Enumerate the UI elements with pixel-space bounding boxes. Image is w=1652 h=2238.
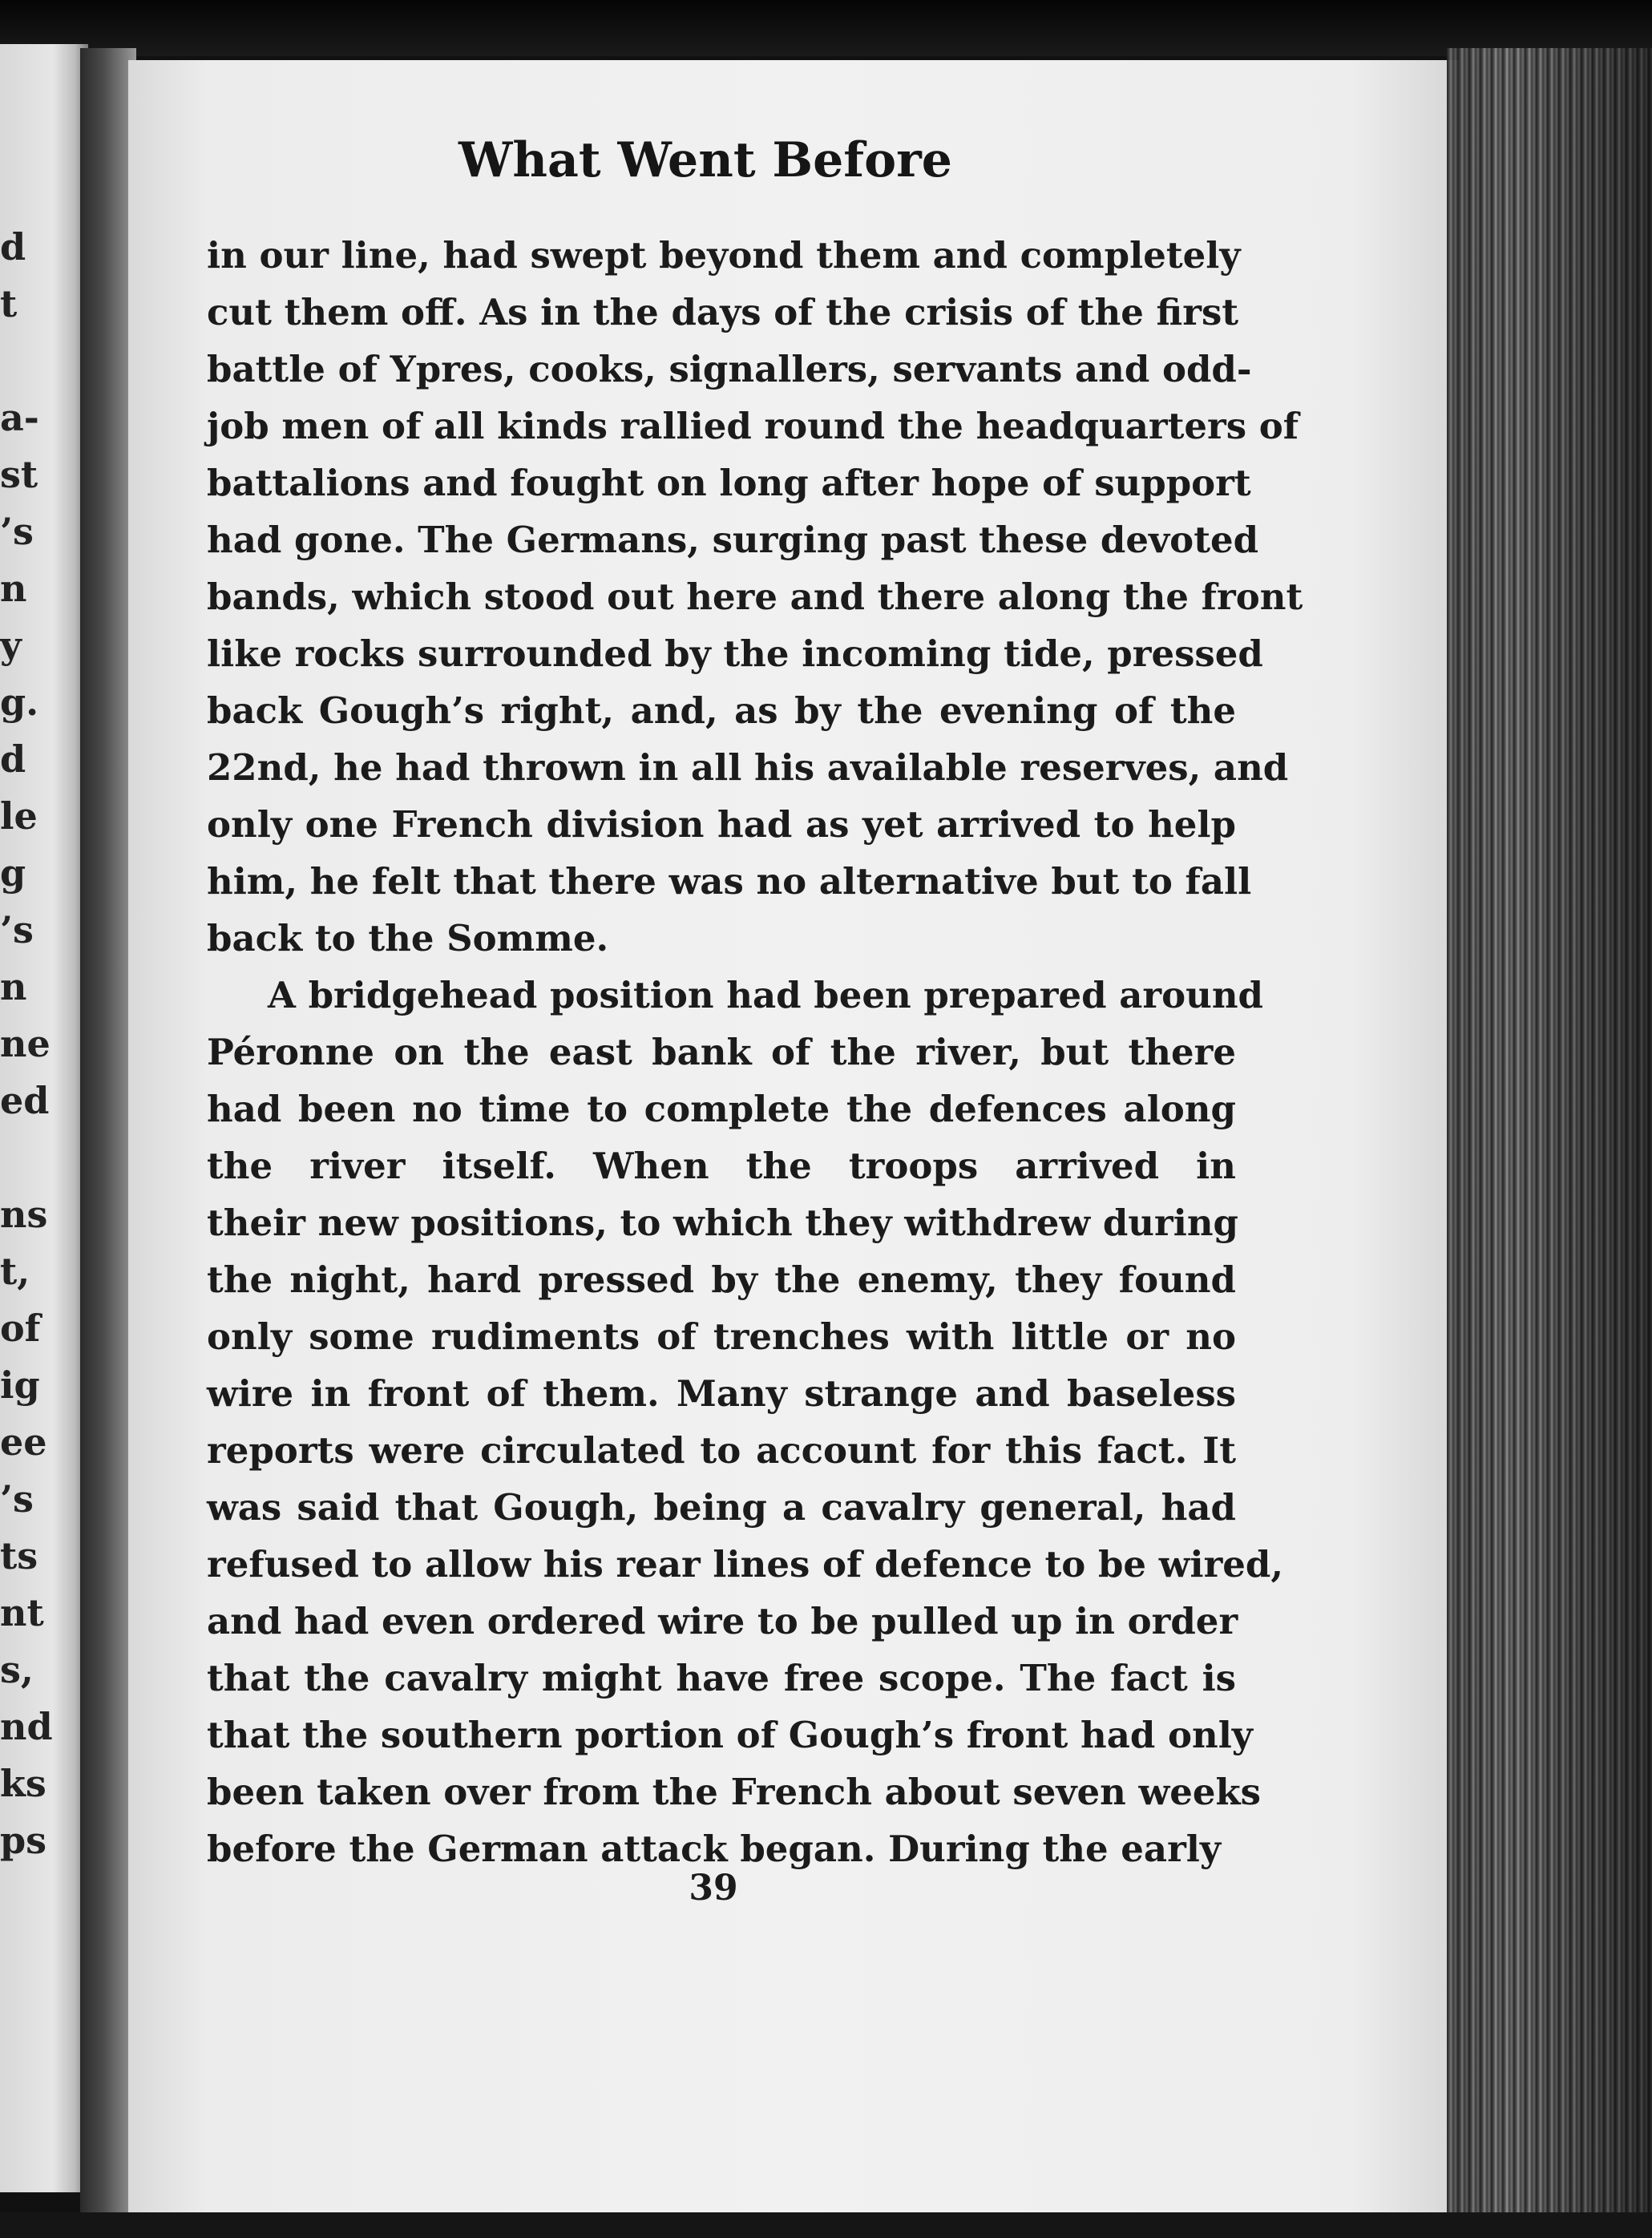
text-line: refused to allow his rear lines of defence to be wired, — [207, 1543, 1284, 1586]
text-line: in our line, had swept beyond them and completely — [207, 234, 1241, 277]
facing-page-fragment: of — [0, 1307, 41, 1350]
running-head: What Went Before — [458, 132, 952, 188]
text-line: had been no time to complete the defences along — [207, 1088, 1236, 1130]
page-body-text — [207, 227, 1303, 1877]
text-line: that the cavalry might have free scope. The fact is — [207, 1657, 1236, 1699]
text-line: cut them off. As in the days of the crisis of the first — [207, 291, 1239, 333]
facing-page-fragment: le — [0, 794, 38, 838]
text-line: battle of Ypres, cooks, signallers, servants and odd- — [207, 348, 1252, 390]
page-edge-shadow — [1447, 48, 1652, 2238]
text-line: him, he felt that there was no alternative but to fall — [207, 860, 1252, 903]
facing-page-fragment: t, — [0, 1250, 30, 1293]
facing-page-fragment: g. — [0, 681, 39, 724]
facing-page-fragment: ig — [0, 1363, 40, 1407]
text-line: like rocks surrounded by the incoming tide, pressed — [207, 632, 1263, 675]
text-line: the river itself. When the troops arrived in — [207, 1145, 1236, 1187]
text-line: that the southern portion of Gough’s front had only — [207, 1714, 1253, 1756]
text-line: reports were circulated to account for this fact. It — [207, 1429, 1236, 1472]
facing-page-fragment: ns — [0, 1193, 48, 1236]
facing-page-edge — [0, 44, 88, 2192]
facing-page-fragment: ’s — [0, 1477, 34, 1521]
text-line: battalions and fought on long after hope of support — [207, 462, 1251, 504]
facing-page-fragment: nd — [0, 1705, 53, 1748]
facing-page-fragment: ’s — [0, 510, 34, 553]
facing-page-fragment: st — [0, 453, 38, 496]
text-line: had gone. The Germans, surging past these devoted — [207, 519, 1259, 561]
facing-page-fragment: ts — [0, 1534, 38, 1578]
facing-page-fragment: d — [0, 737, 26, 781]
facing-page-fragment: ne — [0, 1022, 50, 1065]
text-line: back to the Somme. — [207, 917, 609, 959]
top-shadow-band — [0, 0, 1652, 56]
bottom-shadow-band — [0, 2212, 1652, 2238]
facing-page-fragment: ed — [0, 1079, 50, 1122]
facing-page-fragment: nt — [0, 1591, 44, 1634]
text-line: A bridgehead position had been prepared around — [268, 974, 1264, 1016]
text-line: wire in front of them. Many strange and baseless — [207, 1372, 1236, 1415]
facing-page-fragment: a- — [0, 396, 39, 439]
text-line: only some rudiments of trenches with little or no — [207, 1315, 1236, 1358]
facing-page-fragment: ’s — [0, 908, 34, 951]
facing-page-fragment: ee — [0, 1420, 47, 1464]
text-line: bands, which stood out here and there along the front — [207, 576, 1303, 618]
facing-page-fragment: s, — [0, 1648, 34, 1691]
facing-page-fragment: ps — [0, 1819, 47, 1862]
facing-page-fragment: d — [0, 225, 26, 269]
facing-page-fragment: n — [0, 567, 27, 610]
facing-page-fragment: y — [0, 624, 22, 667]
text-line: the night, hard pressed by the enemy, they found — [207, 1258, 1236, 1301]
text-line: before the German attack began. During the early — [207, 1828, 1222, 1870]
text-line: Péronne on the east bank of the river, but there — [207, 1031, 1236, 1073]
text-line: 22nd, he had thrown in all his available reserves, and — [207, 746, 1289, 789]
facing-page-fragment: g — [0, 851, 26, 895]
facing-page-fragment: t — [0, 282, 18, 325]
page-number: 39 — [689, 1868, 738, 1909]
text-line: their new positions, to which they withdrew during — [207, 1202, 1239, 1244]
text-line: been taken over from the French about seven weeks — [207, 1771, 1262, 1813]
facing-page-fragment: ks — [0, 1762, 46, 1805]
text-line: only one French division had as yet arrived to help — [207, 803, 1236, 846]
text-line: job men of all kinds rallied round the headquarters of — [207, 405, 1299, 447]
text-line: back Gough’s right, and, as by the evening of the — [207, 689, 1236, 732]
facing-page-fragment: n — [0, 965, 27, 1008]
text-line: and had even ordered wire to be pulled up in order — [207, 1600, 1238, 1642]
text-line: was said that Gough, being a cavalry general, had — [207, 1486, 1236, 1529]
